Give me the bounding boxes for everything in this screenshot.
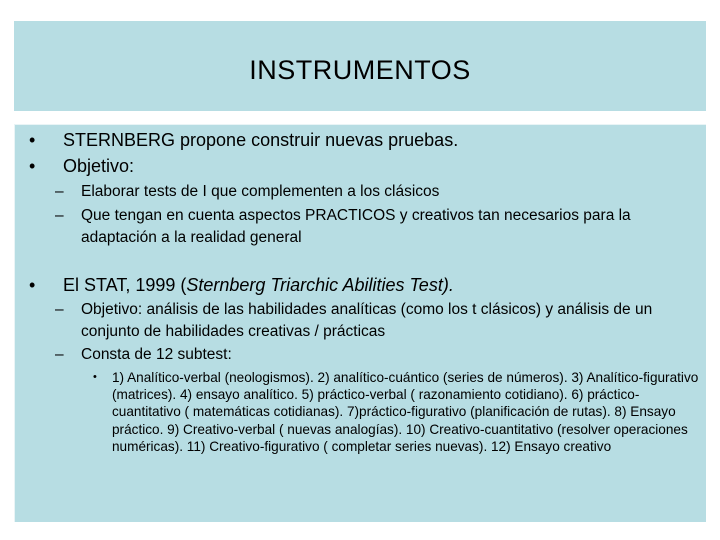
sub-item-4 — [55, 344, 700, 366]
subtest-list-text: 1) Analítico-verbal (neologismos). 2) analítico-cuántico (series de números). 3) Analítico-figurativo (matrices). 4) ensayo analítico. 5) práctico-verbal ( razonamiento cotidiano). 6) práctico-cuantitativo ( matemáticas cotidianas). 7)práctico-figurativo (planificación de rutas). 8) Ensayo práctico. 9) Creativo-verbal ( nuevas analogías). 10) Creativo-cuantitativo (resolver operaciones numéricas). 11) Creativo-figurativo ( completar series nuevas). 12) Ensayo creativo — [112, 370, 699, 454]
sub-item-text: Elaborar tests de I que complementen a los clásicos — [81, 183, 440, 200]
sub-item-1 — [55, 181, 700, 203]
sub-item-text: Consta de 12 subtest: — [81, 346, 232, 363]
bullet-text: Objetivo: — [63, 156, 135, 176]
detail-item — [93, 369, 703, 455]
sub-item-3 — [55, 299, 700, 343]
stat-full-name: Sternberg Triarchic Abilities Test). — [186, 275, 454, 295]
dash-icon: – — [55, 183, 64, 200]
sub-item-text: Que tengan en cuenta aspectos PRACTICOS y creativos tan necesarios para la adaptación a la realidad general — [81, 207, 631, 246]
sub-item-text: Objetivo: análisis de las habilidades analíticas (como los t clásicos) y análisis de un conjunto de habilidades creativas / prácticas — [81, 301, 653, 340]
sub-item-2 — [55, 205, 700, 249]
stat-prefix: El STAT, 1999 ( — [63, 275, 187, 295]
bullet-text: STERNBERG propone construir nuevas pruebas. — [63, 130, 459, 150]
slide-title: INSTRUMENTOS — [249, 54, 471, 85]
content-panel — [14, 124, 706, 522]
bullet-text — [63, 274, 454, 296]
dash-icon: – — [55, 207, 64, 224]
bullet-icon: • — [93, 371, 97, 383]
bullet-icon: • — [29, 275, 36, 295]
dash-icon: – — [55, 346, 64, 363]
bullet-icon: • — [29, 130, 36, 150]
bullet-icon: • — [29, 156, 36, 176]
dash-icon: – — [55, 301, 64, 318]
title-panel — [14, 21, 706, 111]
